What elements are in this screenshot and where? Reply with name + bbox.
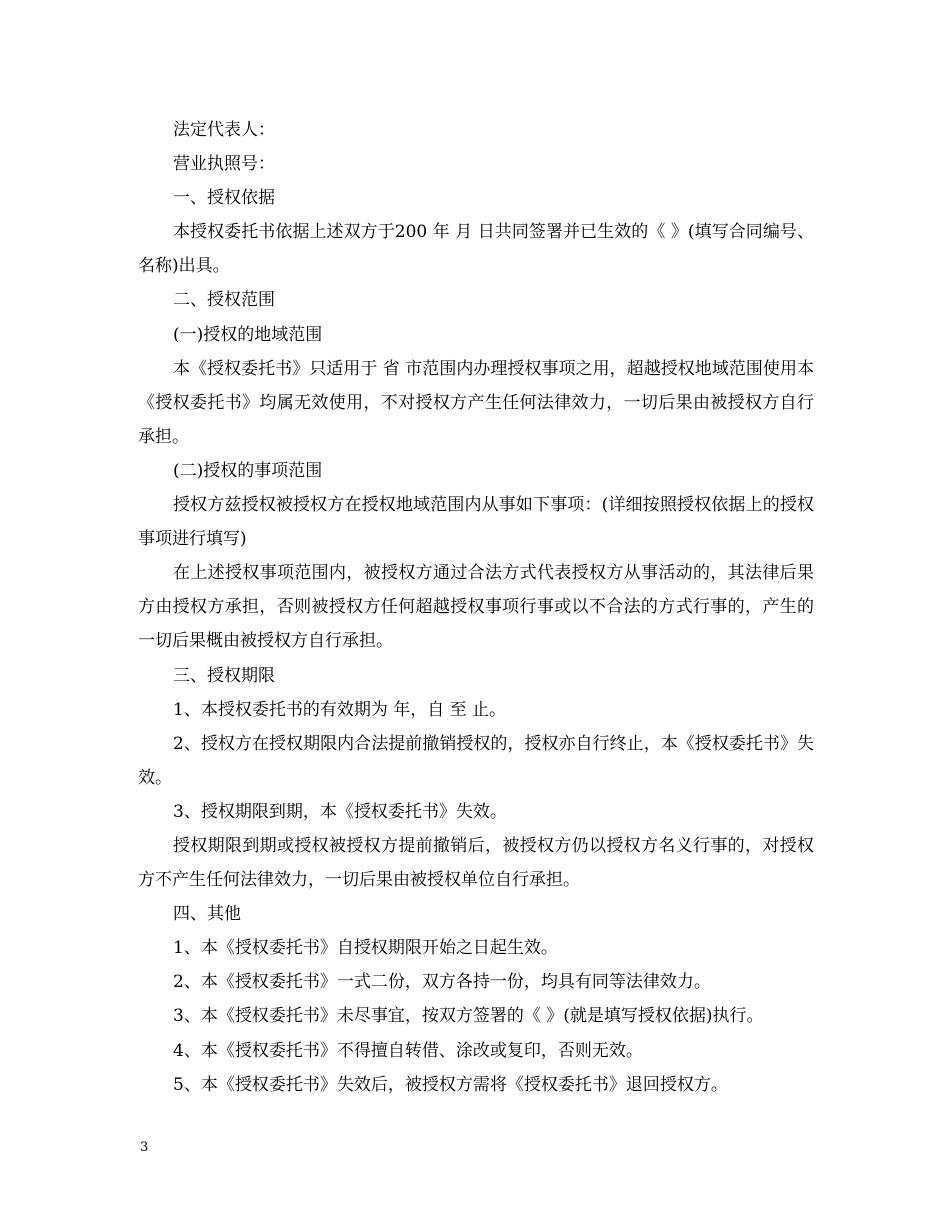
section-heading-scope: 二、授权范围 (173, 290, 275, 311)
paragraph-territorial-scope: 本《授权委托书》只适用于 省 市范围内办理授权事项之用，超越授权地域范围使用本《授权委托书》均属无效使用，不对授权方产生任何法律效力，一切后果由被授权方自行承担。 (138, 358, 814, 447)
paragraph-basis: 本授权委托书依据上述双方于200 年 月 日共同签署并已生效的《 》(填写合同编号、名称)出具。 (138, 222, 814, 277)
other-item-5: 5、本《授权委托书》失效后，被授权方需将《授权委托书》退回授权方。 (173, 1074, 728, 1095)
legal-representative-line: 法定代表人： (173, 120, 275, 140)
term-item-1: 1、本授权委托书的有效期为 年，自 至 止。 (173, 699, 507, 720)
term-item-3: 3、授权期限到期，本《授权委托书》失效。 (173, 801, 507, 822)
section-heading-term: 三、授权期限 (173, 665, 275, 686)
paragraph-term-expiry: 授权期限到期或授权被授权方提前撤销后，被授权方仍以授权方名义行事的，对授权方不产生任何法律效力，一切后果由被授权单位自行承担。 (138, 835, 814, 891)
section-heading-other: 四、其他 (173, 904, 241, 925)
subheading-matter-scope: (二)授权的事项范围 (173, 460, 323, 481)
section-heading-basis: 一、授权依据 (173, 188, 275, 209)
other-item-2: 2、本《授权委托书》一式二份，双方各持一份，均具有同等法律效力。 (173, 972, 711, 993)
page-number: 3 (140, 1140, 149, 1155)
document-body (138, 113, 814, 1102)
other-item-3: 3、本《授权委托书》未尽事宜，按双方签署的《 》(就是填写授权依据)执行。 (173, 1006, 764, 1027)
paragraph-legal-consequences: 在上述授权事项范围内，被授权方通过合法方式代表授权方从事活动的，其法律后果方由授权方承担，否则被授权方任何超越授权事项行事或以不合法的方式行事的，产生的一切后果概由被授权方自行承担。 (138, 563, 814, 652)
term-item-2: 2、授权方在授权期限内合法提前撤销授权的，授权亦自行终止，本《授权委托书》失效。 (138, 733, 814, 788)
subheading-territorial-scope: (一)授权的地域范围 (173, 324, 323, 345)
other-item-4: 4、本《授权委托书》不得擅自转借、涂改或复印，否则无效。 (173, 1040, 643, 1061)
other-item-1: 1、本《授权委托书》自授权期限开始之日起生效。 (173, 938, 558, 959)
business-license-line: 营业执照号： (173, 154, 275, 175)
paragraph-matter-scope: 授权方兹授权被授权方在授权地域范围内从事如下事项：(详细按照授权依据上的授权事项进行填写) (138, 495, 814, 550)
